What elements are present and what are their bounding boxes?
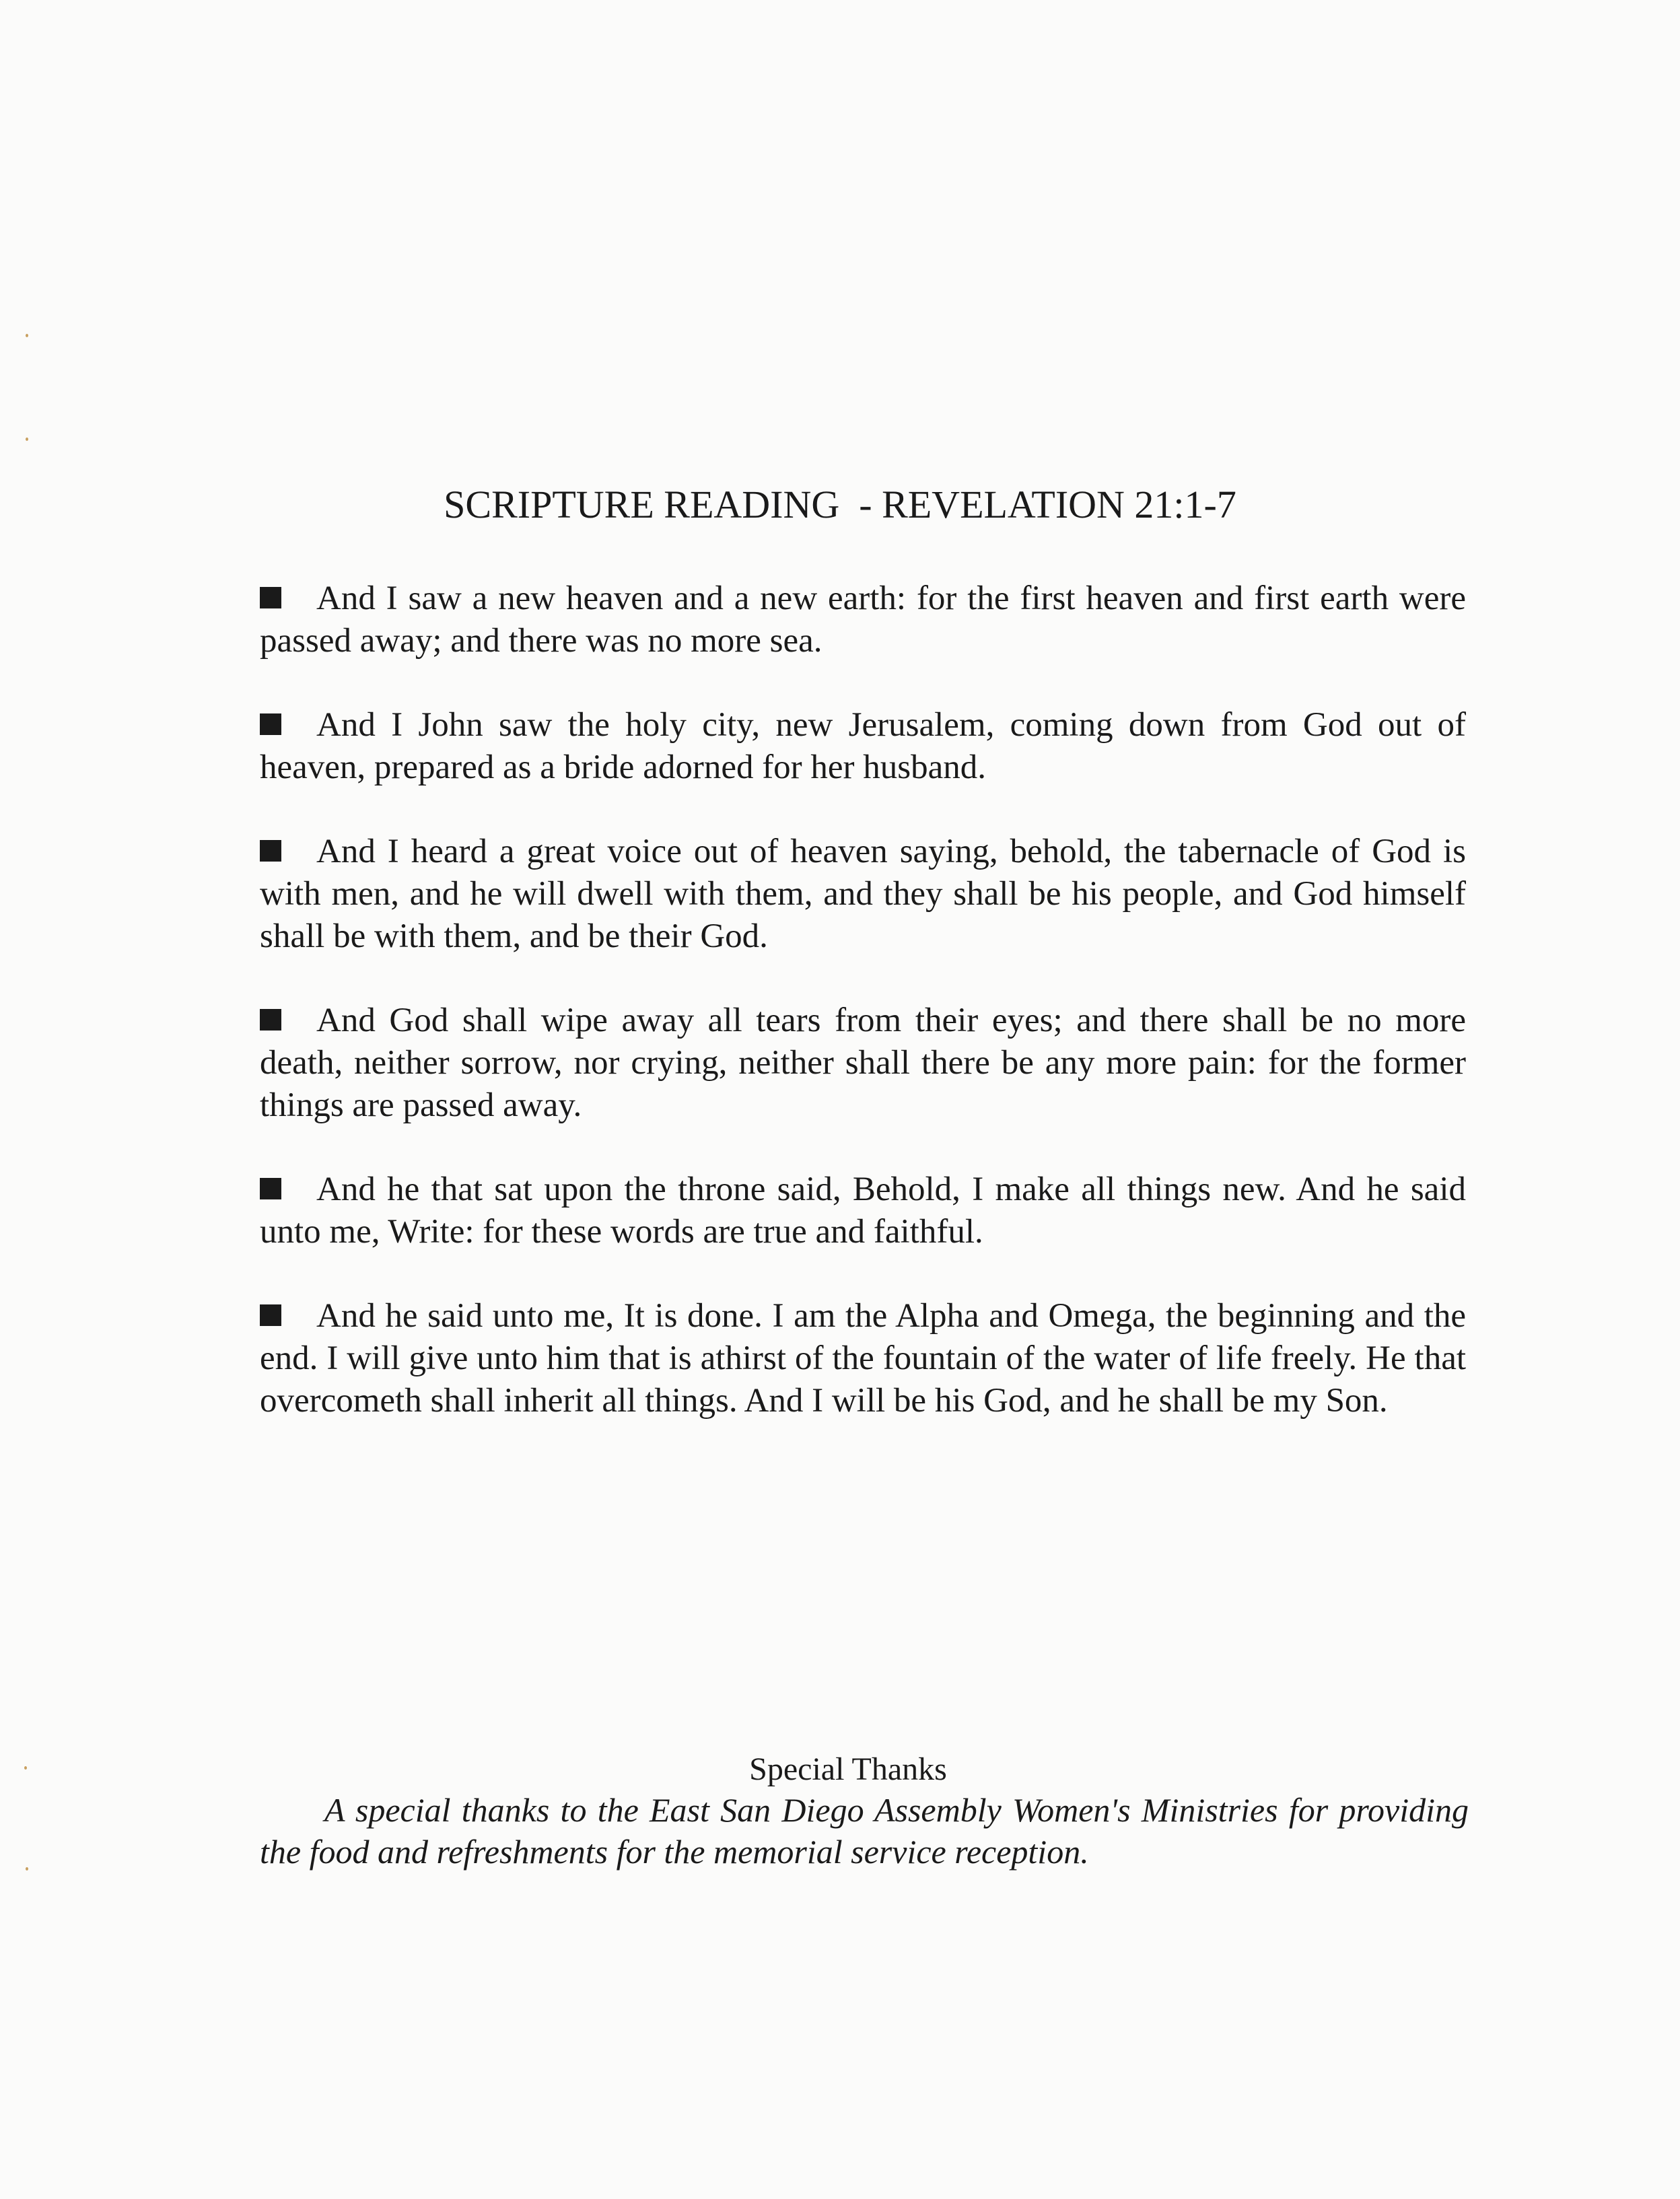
scan-speck [24,1766,27,1770]
scan-speck [26,334,28,337]
special-thanks-heading: Special Thanks [749,1751,947,1787]
special-thanks-body: A special thanks to the East San Diego Assembly Women's Ministries for providing the food and refreshments for the memorial service reception. [260,1791,1469,1871]
square-bullet-icon [260,1304,281,1326]
verse-item [260,1000,1466,1127]
verse-item [260,704,1466,789]
square-bullet-icon [260,587,281,608]
page-title: SCRIPTURE READING - REVELATION 21:1-7 [444,483,1236,526]
verse-item [260,578,1466,662]
scan-speck [26,1867,28,1871]
verse-text: And I saw a new heaven and a new earth: for the first heaven and first earth were passed away; and there was no more sea. [260,580,1466,660]
square-bullet-icon [260,1178,281,1199]
verse-text: And I heard a great voice out of heaven saying, behold, the tabernacle of God is with men, and he will dwell with them, and they shall be his people, and God himself shall be with them, and be their God. [260,833,1466,955]
verse-list [260,578,1466,1464]
verse-item [260,1168,1466,1253]
verse-text: And he that sat upon the throne said, Behold, I make all things new. And he said unto me, Write: for these words are true and faithful. [260,1171,1466,1251]
scan-speck [26,438,28,441]
verse-item [260,831,1466,958]
square-bullet-icon [260,713,281,735]
verse-text: And I John saw the holy city, new Jerusalem, coming down from God out of heaven, prepared as a bride adorned for her husband. [260,706,1466,786]
square-bullet-icon [260,1009,281,1031]
square-bullet-icon [260,840,281,862]
verse-item [260,1295,1466,1422]
verse-text: And God shall wipe away all tears from their eyes; and there shall be no more death, neither sorrow, nor crying, neither shall there be any more pain: for the former things are passed away. [260,1002,1466,1124]
verse-text: And he said unto me, It is done. I am the Alpha and Omega, the beginning and the end. I will give unto him that is athirst of the fountain of the water of life freely. He that overcometh shall inherit all things. And I will be his God, and he shall be my Son. [260,1297,1466,1420]
